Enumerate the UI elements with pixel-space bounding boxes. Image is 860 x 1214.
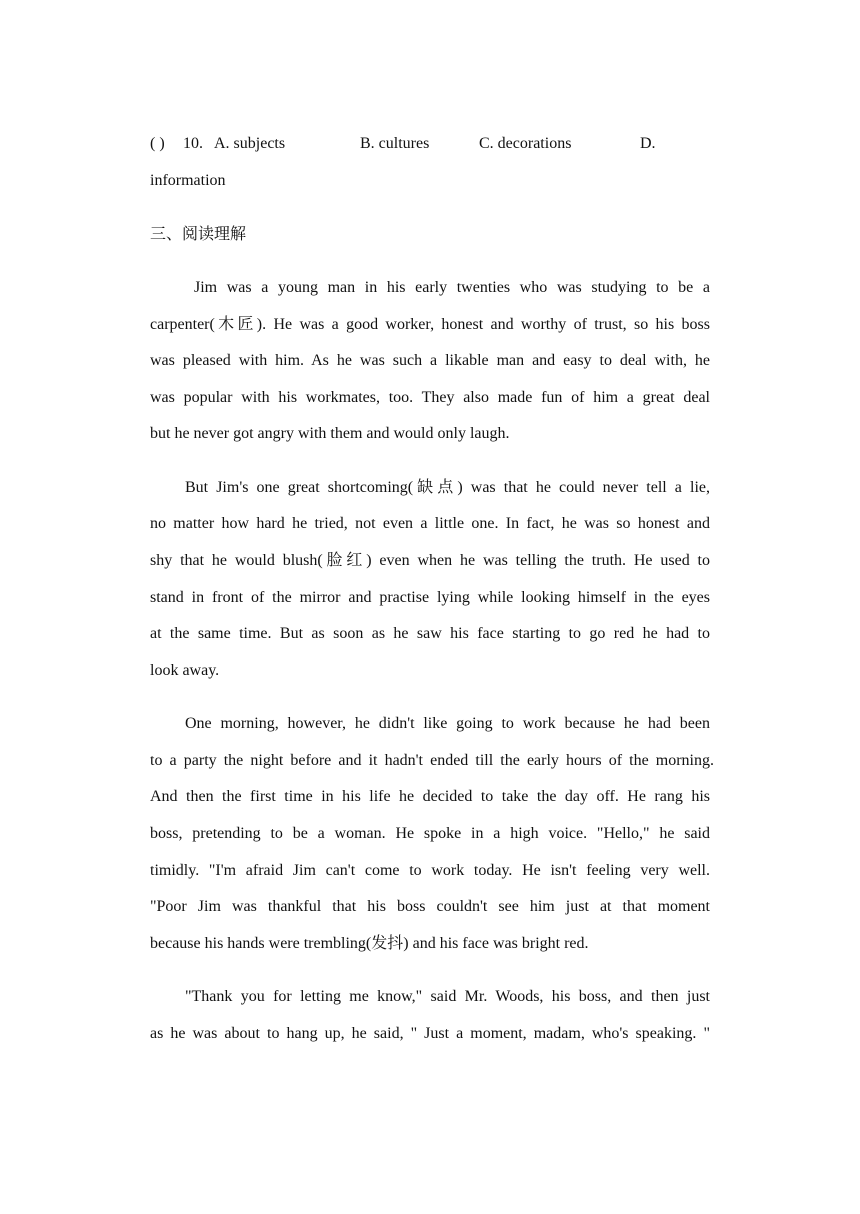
text-line: timidly. "I'm afraid Jim can't come to work today. He isn't feeling very well. <box>150 862 710 879</box>
section-heading: 三、阅读理解 <box>150 224 247 243</box>
text-line: "Poor Jim was thankful that his boss couldn't see him just at that moment <box>150 898 710 915</box>
text-line: "Thank you for letting me know," said Mr. Woods, his boss, and then just <box>185 988 710 1005</box>
text-line: no matter how hard he tried, not even a little one. In fact, he was so honest and <box>150 515 710 532</box>
option-a: A. subjects <box>214 135 286 152</box>
text-line: Jim was a young man in his early twenties who was studying to be a <box>194 279 710 296</box>
option-c: C. decorations <box>479 135 572 152</box>
text-line: stand in front of the mirror and practise lying while looking himself in the eyes <box>150 589 710 606</box>
text-line: to a party the night before and it hadn't ended till the early hours of the morning. <box>150 752 714 769</box>
text-line: but he never got angry with them and would only laugh. <box>150 425 510 442</box>
text-line: One morning, however, he didn't like going to work because he had been <box>185 715 710 732</box>
text-line: look away. <box>150 662 220 679</box>
text-line: because his hands were trembling(发抖) and his face was bright red. <box>150 935 589 952</box>
text-line: But Jim's one great shortcoming(缺点) was that he could never tell a lie, <box>185 479 710 496</box>
question-number: 10. <box>183 135 203 152</box>
answer-blank: ( ) <box>150 135 165 152</box>
text-line: shy that he would blush(脸红) even when he was telling the truth. He used to <box>150 552 710 569</box>
text-line: carpenter(木匠). He was a good worker, honest and worthy of trust, so his boss <box>150 316 710 333</box>
text-line: at the same time. But as soon as he saw his face starting to go red he had to <box>150 625 710 642</box>
option-d-text: information <box>150 172 226 189</box>
text-line: was popular with his workmates, too. They also made fun of him a great deal <box>150 389 710 406</box>
option-d-label: D. <box>640 135 656 152</box>
option-b: B. cultures <box>360 135 430 152</box>
text-line: boss, pretending to be a woman. He spoke in a high voice. "Hello," he said <box>150 825 710 842</box>
text-line: And then the first time in his life he decided to take the day off. He rang his <box>150 788 710 805</box>
text-line: was pleased with him. As he was such a likable man and easy to deal with, he <box>150 352 710 369</box>
text-line: as he was about to hang up, he said, " Just a moment, madam, who's speaking. " <box>150 1025 710 1042</box>
